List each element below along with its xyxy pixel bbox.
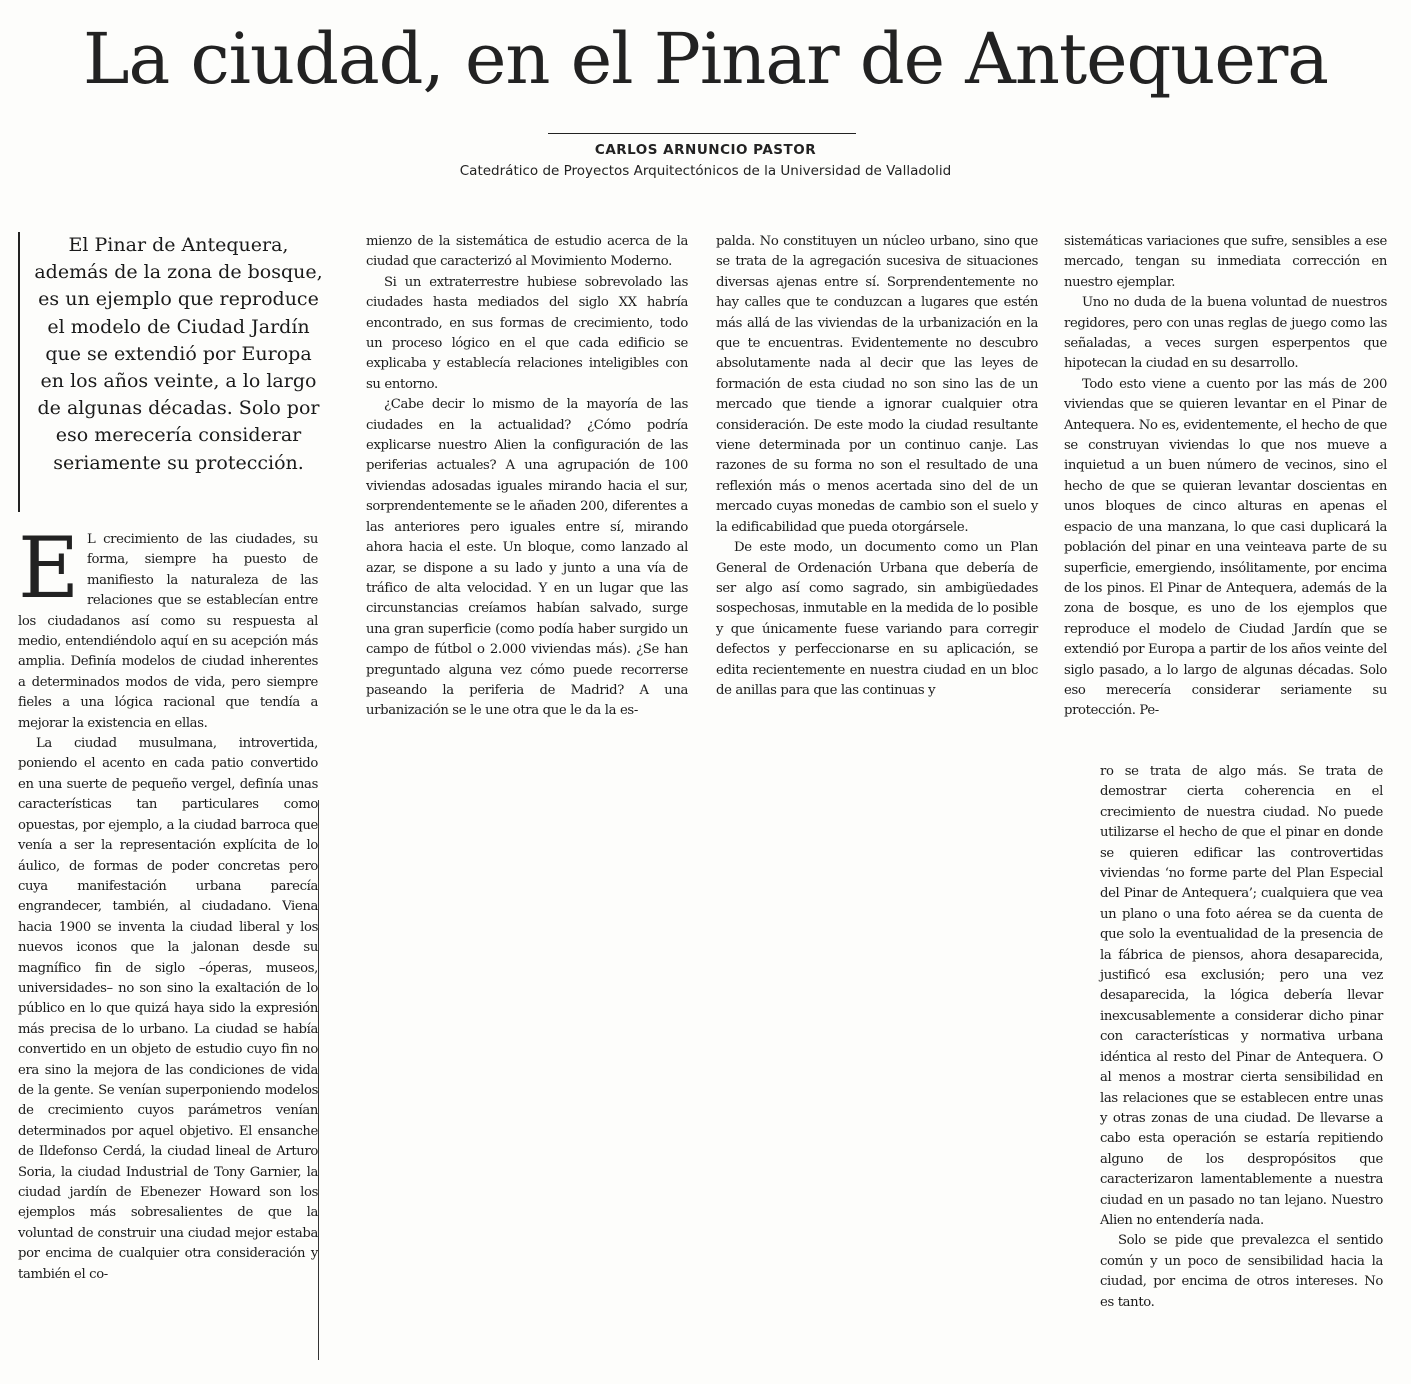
- column-4-lower: [1100, 762, 1383, 1313]
- paragraph: Uno no duda de la buena voluntad de nuestros regidores, pero con unas reglas de juego como las señaladas, a veces surgen esperpentos que hipotecan la ciudad en su desarrollo.: [1064, 295, 1387, 372]
- paragraph: Todo esto viene a cuento por las más de 200 viviendas que se quieren levantar en el Pinar de Antequera. No es, evidentemente, el hecho de que se construyan viviendas lo que nos mueve a inquietud a un buen número de vecinos, sino el hecho de que se quieran levantar doscientas en unos bloques de cinco alturas en apenas el espacio de una manzana, lo que casi duplicará la población del pinar en una veinteava parte de su superficie, emergiendo, insólitamente, por encima de los pinos. El Pinar de Antequera, además de la zona de bosque, es uno de los ejemplos que reproduce el modelo de Ciudad Jardín que se extendió por Europa a partir de los años veinte del siglo pasado, a lo largo de algunas décadas. Solo eso merecería considerar seriamente su protección. Pe-: [1064, 376, 1387, 719]
- headline: La ciudad, en el Pinar de Antequera: [82, 18, 1329, 100]
- paragraph: [18, 519, 318, 734]
- paragraph: Solo se pide que prevalezca el sentido común y un poco de sensibilidad hacia la ciudad, por encima de otros intereses. No es tanto.: [1100, 1233, 1383, 1310]
- paragraph: mienzo de la sistemática de estudio acerca de la ciudad que caracterizó al Movimiento Moderno.: [366, 234, 688, 270]
- column-3: [716, 232, 1038, 701]
- author-name: CARLOS ARNUNCIO PASTOR: [594, 142, 817, 158]
- standfirst: [18, 232, 323, 512]
- byline-rule: [548, 133, 856, 134]
- paragraph: ro se trata de algo más. Se trata de demostrar cierta coherencia en el crecimiento de nuestra ciudad. No puede utilizarse el hecho de que el pinar en donde se quieren edificar las controvertidas viviendas ‘no forme parte del Plan Especial del Pinar de Antequera’; cualquiera que vea un plano o una foto aérea se da cuenta de que solo la eventualidad de la presencia de la fábrica de piensos, ahora desaparecida, justificó esa exclusión; pero una vez desaparecida, la lógica debería llevar inexcusablemente a considerar dicho pinar con características y normativa urbana idéntica al resto del Pinar de Antequera. O al menos a mostrar cierta sensibilidad en las relaciones que se establecen entre unas y otras zonas de una ciudad. De llevarse a cabo esta operación se estaría repitiendo alguno de los despropósitos que caracterizaron lamentablemente a nuestra ciudad en un pasado no tan lejano. Nuestro Alien no entendería nada.: [1100, 764, 1383, 1228]
- author-affiliation: Catedrático de Proyectos Arquitectónicos de la Universidad de Valladolid: [459, 163, 952, 179]
- paragraph: Si un extraterrestre hubiese sobrevolado las ciudades hasta mediados del siglo XX habría encontrado, en sus formas de crecimiento, todo un proceso lógico en el que cada edificio se explicaba y establecía relaciones inteligibles con su entorno.: [366, 274, 688, 392]
- drop-cap: E: [18, 519, 79, 617]
- paragraph: palda. No constituyen un núcleo urbano, sino que se trata de la agregación sucesiva de situaciones diversas ajenas entre sí. Sorprendentemente no hay calles que te conduzcan a lugares que estén más allá de las viviendas de la urbanización en la que te encuentras. Evidentemente no descubro absolutamente nada al decir que las leyes de formación de esta ciudad no son sino las de un mercado que tiende a ignorar cualquier otra consideración. De este modo la ciudad resultante viene determinada por un continuo canje. Las razones de su forma no son el resultado de una reflexión más o menos acertada sino del de un mercado cuyas monedas de cambio son el suelo y la edificabilidad que pueda otorgársele.: [716, 234, 1038, 535]
- column-divider: [318, 800, 319, 1360]
- paragraph: La ciudad musulmana, introvertida, poniendo el acento en cada patio convertido en una suerte de pequeño vergel, definía unas características tan particulares como opuestas, por ejemplo, a la ciudad barroca que venía a ser la representación explícita de lo áulico, de formas de poder concretas pero cuya manifestación urbana parecía engrandecer, también, al ciudadano. Viena hacia 1900 se inventa la ciudad liberal y los nuevos iconos que la jalonan desde su magnífico fin de siglo –óperas, museos, universidades– no son sino la exaltación de lo público en lo que quizá haya sido la expresión más precisa de lo urbano. La ciudad se había convertido en un objeto de estudio cuyo fin no era sino la mejora de las condiciones de vida de la gente. Se venían superponiendo modelos de crecimiento cuyos parámetros venían determinados por aquel objetivo. El ensanche de Ildefonso Cerdá, la ciudad lineal de Arturo Soria, la ciudad Industrial de Tony Garnier, la ciudad jardín de Ebenezer Howard son los ejemplos más sobresalientes de que la voluntad de construir una ciudad mejor estaba por encima de cualquier otra consideración y también el co-: [18, 736, 318, 1282]
- paragraph-text: L crecimiento de las ciudades, su forma, siempre ha puesto de manifiesto la naturaleza de las relaciones que se establecían entre los ciudadanos así como su respuesta al medio, entendiéndolo aquí en su acepción más amplia. Definía modelos de ciudad inherentes a determinados modos de vida, pero siempre fieles a una lógica racional que tendía a mejorar la existencia en ellas.: [18, 532, 318, 731]
- paragraph: sistemáticas variaciones que sufre, sensibles a ese mercado, tengan su inmediata corrección en nuestro ejemplar.: [1064, 234, 1387, 290]
- column-2: [366, 232, 688, 722]
- standfirst-text: El Pinar de Antequera, además de la zona de bosque, es un ejemplo que reproduce el modelo de Ciudad Jardín que se extendió por Europa en los años veinte, a lo largo de algunas décadas. Solo por eso merecería considerar seriamente su protección.: [34, 234, 323, 474]
- column-4: [1064, 232, 1387, 722]
- paragraph: ¿Cabe decir lo mismo de la mayoría de las ciudades en la actualidad? ¿Cómo podría explicarse nuestro Alien la configuración de las periferias actuales? A una agrupación de 100 viviendas adosadas iguales mirando hacia el sur, sorprendentemente se le añaden 200, diferentes a las anteriores pero iguales entre sí, mirando ahora hacia el este. Un bloque, como lanzado al azar, se dispone a su lado y junto a una vía de tráfico de alta velocidad. Y en un lugar que las circunstancias creíamos habían salvado, surge una gran superficie (como podía haber surgido un campo de fútbol o 2.000 viviendas más). ¿Se han preguntado alguna vez cómo puede recorrerse paseando la periferia de Madrid? A una urbanización se le une otra que le da la es-: [366, 397, 688, 719]
- column-1: [18, 519, 318, 1285]
- paragraph: De este modo, un documento como un Plan General de Ordenación Urbana que debería de ser algo así como sagrado, sin ambigüedades sospechosas, inmutable en la medida de lo posible y que únicamente fuese variando para corregir defectos y perfeccionarse en su aplicación, se edita recientemente en nuestra ciudad en un bloc de anillas para que las continuas y: [716, 540, 1038, 698]
